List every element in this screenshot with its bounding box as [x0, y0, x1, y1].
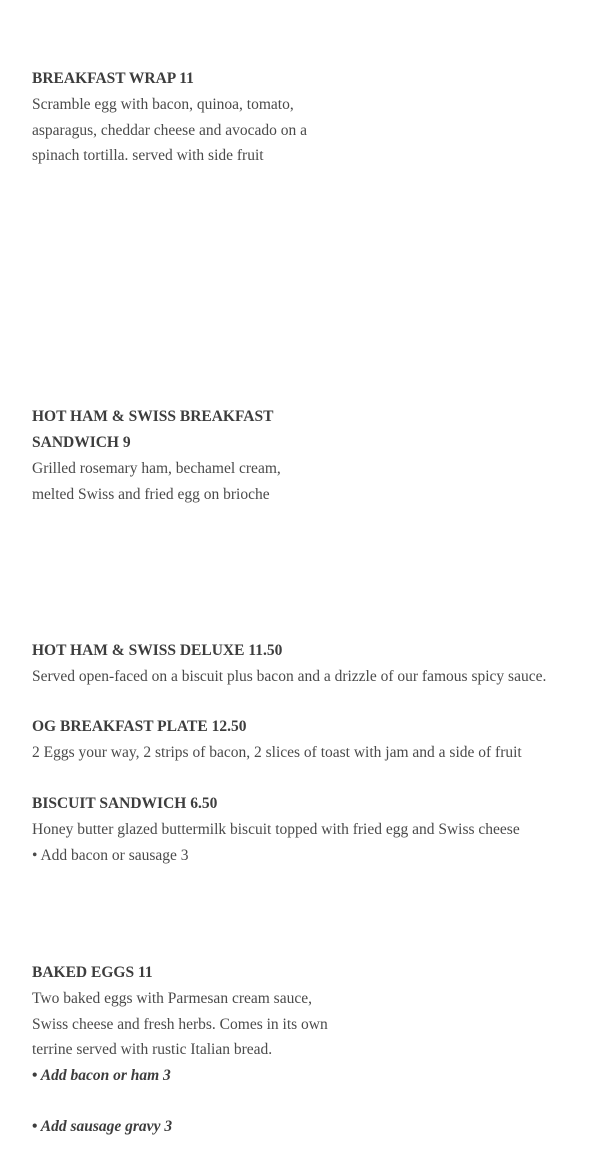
- menu-item-breakfast-wrap: [32, 66, 332, 169]
- item-title: HOT HAM & SWISS DELUXE 11.50: [32, 642, 283, 659]
- menu-item-biscuit-sandwich: [32, 791, 577, 868]
- item-title: BREAKFAST WRAP 11: [32, 70, 194, 87]
- menu-item-baked-eggs: [32, 960, 332, 1139]
- menu-item-og-breakfast-plate: [32, 714, 577, 766]
- menu-item-hot-ham-swiss-sandwich: [32, 404, 292, 507]
- item-addon: [32, 1114, 332, 1140]
- item-addon: [32, 843, 577, 869]
- item-description: Honey butter glazed buttermilk biscuit topped with fried egg and Swiss cheese: [32, 821, 520, 838]
- item-description: Two baked eggs with Parmesan cream sauce, Swiss cheese and fresh herbs. Comes in its own terrine served with rustic Italian bread.: [32, 990, 328, 1058]
- item-title: OG BREAKFAST PLATE 12.50: [32, 718, 247, 735]
- item-title: BAKED EGGS 11: [32, 964, 153, 981]
- menu-item-hot-ham-swiss-deluxe: [32, 638, 577, 690]
- item-addon: [32, 1063, 332, 1089]
- addon-text: Add bacon or ham 3: [40, 1066, 171, 1084]
- item-description: Grilled rosemary ham, bechamel cream, melted Swiss and fried egg on brioche: [32, 460, 281, 503]
- addon-text: Add sausage gravy 3: [40, 1117, 173, 1135]
- item-title: HOT HAM & SWISS BREAKFAST SANDWICH 9: [32, 408, 274, 451]
- bullet: •: [32, 1117, 38, 1135]
- item-description: Scramble egg with bacon, quinoa, tomato, asparagus, cheddar cheese and avocado on a spinach tortilla. served with side fruit: [32, 96, 307, 164]
- bullet: •: [32, 846, 38, 864]
- bullet: •: [32, 1066, 38, 1084]
- item-title: BISCUIT SANDWICH 6.50: [32, 795, 218, 812]
- item-description: 2 Eggs your way, 2 strips of bacon, 2 slices of toast with jam and a side of fruit: [32, 744, 522, 761]
- item-description: Served open-faced on a biscuit plus bacon and a drizzle of our famous spicy sauce.: [32, 668, 547, 685]
- addon-text: Add bacon or sausage 3: [40, 846, 189, 864]
